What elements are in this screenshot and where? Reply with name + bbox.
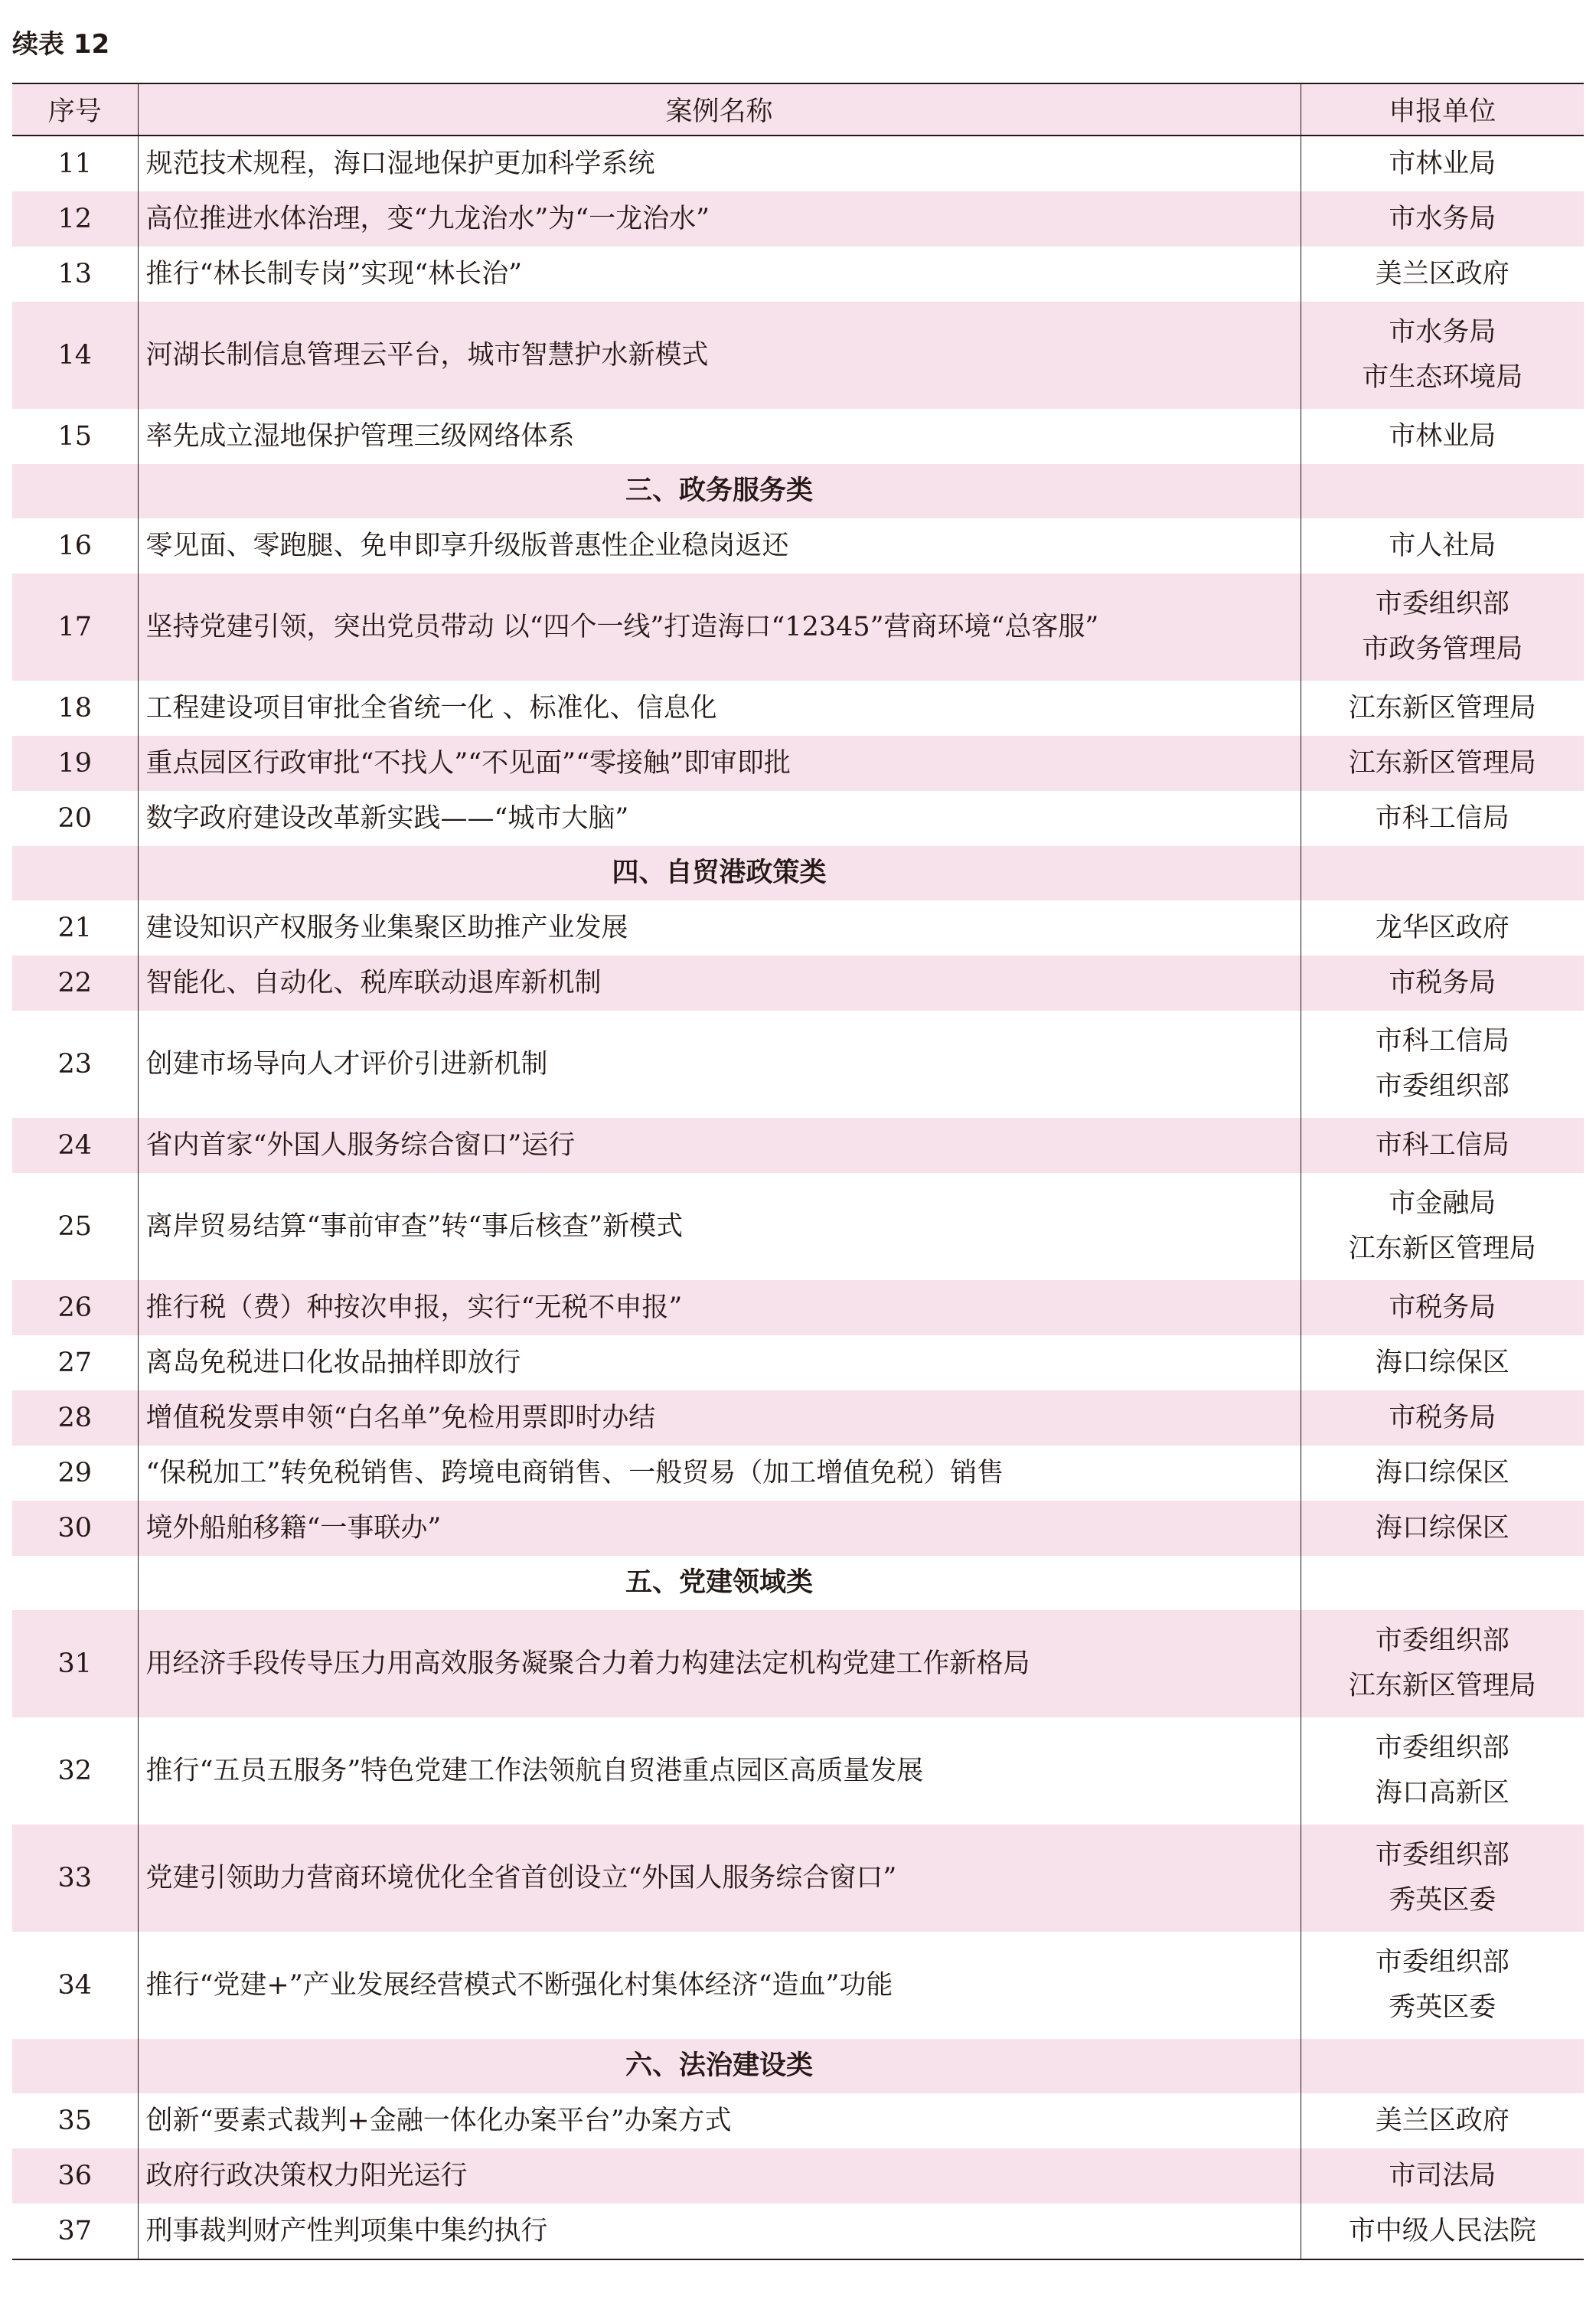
- table-caption: 续表 12: [12, 29, 110, 60]
- serial-number-cell: 15: [12, 409, 138, 464]
- case-name-cell: 零见面、零跑腿、免申即享升级版普惠性企业稳岗返还: [138, 518, 1301, 573]
- reporting-unit-line: 江东新区管理局: [1348, 692, 1536, 724]
- serial-number-cell: 26: [12, 1280, 138, 1335]
- reporting-unit-cell: [1301, 1501, 1584, 1556]
- case-name-cell: 省内首家“外国人服务综合窗口”运行: [138, 1118, 1301, 1173]
- reporting-unit-line: 海口综保区: [1375, 1347, 1510, 1378]
- case-name-cell: 重点园区行政审批“不找人”“不见面”“零接触”即审即批: [138, 736, 1301, 791]
- case-name-cell: 智能化、自动化、税库联动退库新机制: [138, 956, 1301, 1011]
- reporting-unit-cell: [1301, 900, 1584, 956]
- case-name-cell: 用经济手段传导压力用高效服务凝聚合力着力构建法定机构党建工作新格局: [138, 1610, 1301, 1717]
- serial-number-cell: 19: [12, 736, 138, 791]
- table-row: [12, 1446, 1584, 1501]
- case-name-cell: 刑事裁判财产性判项集中集约执行: [138, 2204, 1301, 2259]
- case-name-cell: 党建引领助力营商环境优化全省首创设立“外国人服务综合窗口”: [138, 1825, 1301, 1932]
- table-row: [12, 2204, 1584, 2259]
- case-name-cell: 创新“要素式裁判+金融一体化办案平台”办案方式: [138, 2093, 1301, 2148]
- table-header-row: [12, 83, 1584, 136]
- table-row: [12, 2093, 1584, 2148]
- case-name-cell: 河湖长制信息管理云平台，城市智慧护水新模式: [138, 302, 1301, 409]
- section-title: 三、政务服务类: [138, 464, 1301, 518]
- reporting-unit-line: 市政务管理局: [1362, 634, 1523, 665]
- table-row: [12, 2148, 1584, 2204]
- reporting-unit-cell: [1301, 409, 1584, 464]
- reporting-unit-line: 市科工信局: [1375, 1129, 1510, 1161]
- serial-number-cell: 18: [12, 681, 138, 736]
- case-name-cell: 坚持党建引领，突出党员带动 以“四个一线”打造海口“12345”营商环境“总客服”: [138, 573, 1301, 681]
- reporting-unit-line: 市委组织部: [1375, 1625, 1510, 1656]
- section-empty-cell: [1301, 464, 1584, 518]
- reporting-unit-cell: [1301, 136, 1584, 191]
- reporting-unit-line: 秀英区委: [1389, 1992, 1496, 2023]
- case-name-cell: 工程建设项目审批全省统一化 、标准化、信息化: [138, 681, 1301, 736]
- serial-number-cell: 33: [12, 1825, 138, 1932]
- serial-number-cell: 20: [12, 791, 138, 846]
- serial-number-cell: 17: [12, 573, 138, 681]
- serial-number-cell: 23: [12, 1011, 138, 1118]
- table-row: [12, 518, 1584, 573]
- serial-number-cell: 21: [12, 900, 138, 956]
- serial-number-cell: 36: [12, 2148, 138, 2204]
- table-row: [12, 1390, 1584, 1446]
- reporting-unit-cell: [1301, 2093, 1584, 2148]
- table-row: [12, 1825, 1584, 1932]
- reporting-unit-line: 市委组织部: [1375, 1947, 1510, 1978]
- serial-number-cell: 25: [12, 1173, 138, 1280]
- serial-number-cell: 11: [12, 136, 138, 191]
- reporting-unit-line: 市水务局: [1389, 203, 1496, 234]
- reporting-unit-line: 市委组织部: [1375, 1733, 1510, 1763]
- case-name-cell: 推行“五员五服务”特色党建工作法领航自贸港重点园区高质量发展: [138, 1717, 1301, 1825]
- header-case-name: 案例名称: [138, 83, 1301, 136]
- case-name-cell: 离岛免税进口化妆品抽样即放行: [138, 1335, 1301, 1390]
- case-table: [12, 83, 1584, 2260]
- serial-number-cell: 28: [12, 1390, 138, 1446]
- section-header-row: [12, 464, 1584, 518]
- case-name-cell: 推行“党建+”产业发展经营模式不断强化村集体经济“造血”功能: [138, 1932, 1301, 2039]
- reporting-unit-line: 市税务局: [1389, 1292, 1496, 1323]
- reporting-unit-cell: [1301, 1446, 1584, 1501]
- table-row: [12, 791, 1584, 846]
- case-name-cell: 规范技术规程，海口湿地保护更加科学系统: [138, 136, 1301, 191]
- reporting-unit-line: 市司法局: [1389, 2160, 1496, 2191]
- table-row: [12, 1932, 1584, 2039]
- table-row: [12, 736, 1584, 791]
- reporting-unit-cell: [1301, 518, 1584, 573]
- reporting-unit-line: 市水务局: [1389, 317, 1496, 348]
- reporting-unit-line: 市委组织部: [1375, 1840, 1510, 1870]
- table-row: [12, 900, 1584, 956]
- reporting-unit-cell: [1301, 1932, 1584, 2039]
- serial-number-cell: 24: [12, 1118, 138, 1173]
- case-name-cell: 数字政府建设改革新实践——“城市大脑”: [138, 791, 1301, 846]
- table-row: [12, 1610, 1584, 1717]
- table-row: [12, 1011, 1584, 1118]
- reporting-unit-line: 美兰区政府: [1375, 258, 1510, 289]
- section-empty-cell: [12, 846, 138, 900]
- serial-number-cell: 27: [12, 1335, 138, 1390]
- serial-number-cell: 12: [12, 191, 138, 247]
- reporting-unit-line: 秀英区委: [1389, 1885, 1496, 1916]
- case-name-cell: 建设知识产权服务业集聚区助推产业发展: [138, 900, 1301, 956]
- reporting-unit-cell: [1301, 1335, 1584, 1390]
- case-name-cell: 境外船舶移籍“一事联办”: [138, 1501, 1301, 1556]
- reporting-unit-line: 江东新区管理局: [1348, 1233, 1536, 1264]
- section-empty-cell: [12, 1556, 138, 1610]
- reporting-unit-cell: [1301, 1717, 1584, 1825]
- serial-number-cell: 16: [12, 518, 138, 573]
- reporting-unit-line: 市委组织部: [1375, 1071, 1510, 1102]
- serial-number-cell: 32: [12, 1717, 138, 1825]
- reporting-unit-cell: [1301, 191, 1584, 247]
- serial-number-cell: 35: [12, 2093, 138, 2148]
- section-header-row: [12, 846, 1584, 900]
- serial-number-cell: 13: [12, 247, 138, 302]
- reporting-unit-line: 市税务局: [1389, 967, 1496, 998]
- reporting-unit-line: 市中级人民法院: [1348, 2215, 1536, 2246]
- reporting-unit-line: 美兰区政府: [1375, 2105, 1510, 2136]
- reporting-unit-cell: [1301, 791, 1584, 846]
- reporting-unit-line: 市委组织部: [1375, 589, 1510, 619]
- case-name-cell: 政府行政决策权力阳光运行: [138, 2148, 1301, 2204]
- reporting-unit-line: 市林业局: [1389, 420, 1496, 452]
- table-row: [12, 409, 1584, 464]
- case-name-cell: 高位推进水体治理，变“九龙治水”为“一龙治水”: [138, 191, 1301, 247]
- case-name-cell: 率先成立湿地保护管理三级网络体系: [138, 409, 1301, 464]
- case-name-cell: 推行“林长制专岗”实现“林长治”: [138, 247, 1301, 302]
- reporting-unit-cell: [1301, 302, 1584, 409]
- header-reporting-unit: 申报单位: [1301, 83, 1584, 136]
- section-empty-cell: [1301, 1556, 1584, 1610]
- table-row: [12, 1501, 1584, 1556]
- reporting-unit-cell: [1301, 736, 1584, 791]
- table-row: [12, 1173, 1584, 1280]
- case-name-cell: “保税加工”转免税销售、跨境电商销售、一般贸易（加工增值免税）销售: [138, 1446, 1301, 1501]
- table-row: [12, 247, 1584, 302]
- table-row: [12, 1118, 1584, 1173]
- reporting-unit-line: 市税务局: [1389, 1402, 1496, 1433]
- serial-number-cell: 30: [12, 1501, 138, 1556]
- table-row: [12, 573, 1584, 681]
- reporting-unit-line: 海口综保区: [1375, 1457, 1510, 1488]
- serial-number-cell: 37: [12, 2204, 138, 2259]
- reporting-unit-cell: [1301, 1825, 1584, 1932]
- reporting-unit-cell: [1301, 956, 1584, 1011]
- section-empty-cell: [12, 2039, 138, 2093]
- table-row: [12, 681, 1584, 736]
- reporting-unit-cell: [1301, 573, 1584, 681]
- reporting-unit-line: 江东新区管理局: [1348, 747, 1536, 779]
- reporting-unit-line: 市林业局: [1389, 148, 1496, 179]
- table-row: [12, 956, 1584, 1011]
- reporting-unit-cell: [1301, 1280, 1584, 1335]
- reporting-unit-line: 市人社局: [1389, 530, 1496, 561]
- reporting-unit-cell: [1301, 2148, 1584, 2204]
- case-name-cell: 增值税发票申领“白名单”免检用票即时办结: [138, 1390, 1301, 1446]
- case-name-cell: 创建市场导向人才评价引进新机制: [138, 1011, 1301, 1118]
- section-empty-cell: [1301, 2039, 1584, 2093]
- table-row: [12, 136, 1584, 191]
- table-row: [12, 1717, 1584, 1825]
- reporting-unit-cell: [1301, 681, 1584, 736]
- serial-number-cell: 22: [12, 956, 138, 1011]
- reporting-unit-line: 江东新区管理局: [1348, 1671, 1536, 1701]
- section-title: 六、法治建设类: [138, 2039, 1301, 2093]
- reporting-unit-cell: [1301, 1011, 1584, 1118]
- table-row: [12, 1280, 1584, 1335]
- serial-number-cell: 31: [12, 1610, 138, 1717]
- reporting-unit-line: 龙华区政府: [1375, 912, 1510, 943]
- section-header-row: [12, 1556, 1584, 1610]
- reporting-unit-line: 海口综保区: [1375, 1512, 1510, 1544]
- table-row: [12, 1335, 1584, 1390]
- reporting-unit-line: 市生态环境局: [1362, 362, 1523, 393]
- section-title: 四、自贸港政策类: [138, 846, 1301, 900]
- section-title: 五、党建领域类: [138, 1556, 1301, 1610]
- reporting-unit-cell: [1301, 2204, 1584, 2259]
- reporting-unit-line: 海口高新区: [1375, 1778, 1510, 1808]
- reporting-unit-cell: [1301, 1390, 1584, 1446]
- case-name-cell: 离岸贸易结算“事前审查”转“事后核查”新模式: [138, 1173, 1301, 1280]
- reporting-unit-line: 市科工信局: [1375, 802, 1510, 834]
- section-empty-cell: [12, 464, 138, 518]
- reporting-unit-line: 市金融局: [1389, 1188, 1496, 1219]
- case-name-cell: 推行税（费）种按次申报，实行“无税不申报”: [138, 1280, 1301, 1335]
- header-serial-number: 序号: [12, 83, 138, 136]
- section-empty-cell: [1301, 846, 1584, 900]
- table-body: [12, 136, 1584, 2259]
- serial-number-cell: 34: [12, 1932, 138, 2039]
- serial-number-cell: 29: [12, 1446, 138, 1501]
- table-row: [12, 191, 1584, 247]
- reporting-unit-cell: [1301, 1173, 1584, 1280]
- serial-number-cell: 14: [12, 302, 138, 409]
- reporting-unit-cell: [1301, 247, 1584, 302]
- reporting-unit-cell: [1301, 1610, 1584, 1717]
- section-header-row: [12, 2039, 1584, 2093]
- reporting-unit-cell: [1301, 1118, 1584, 1173]
- reporting-unit-line: 市科工信局: [1375, 1026, 1510, 1057]
- table-row: [12, 302, 1584, 409]
